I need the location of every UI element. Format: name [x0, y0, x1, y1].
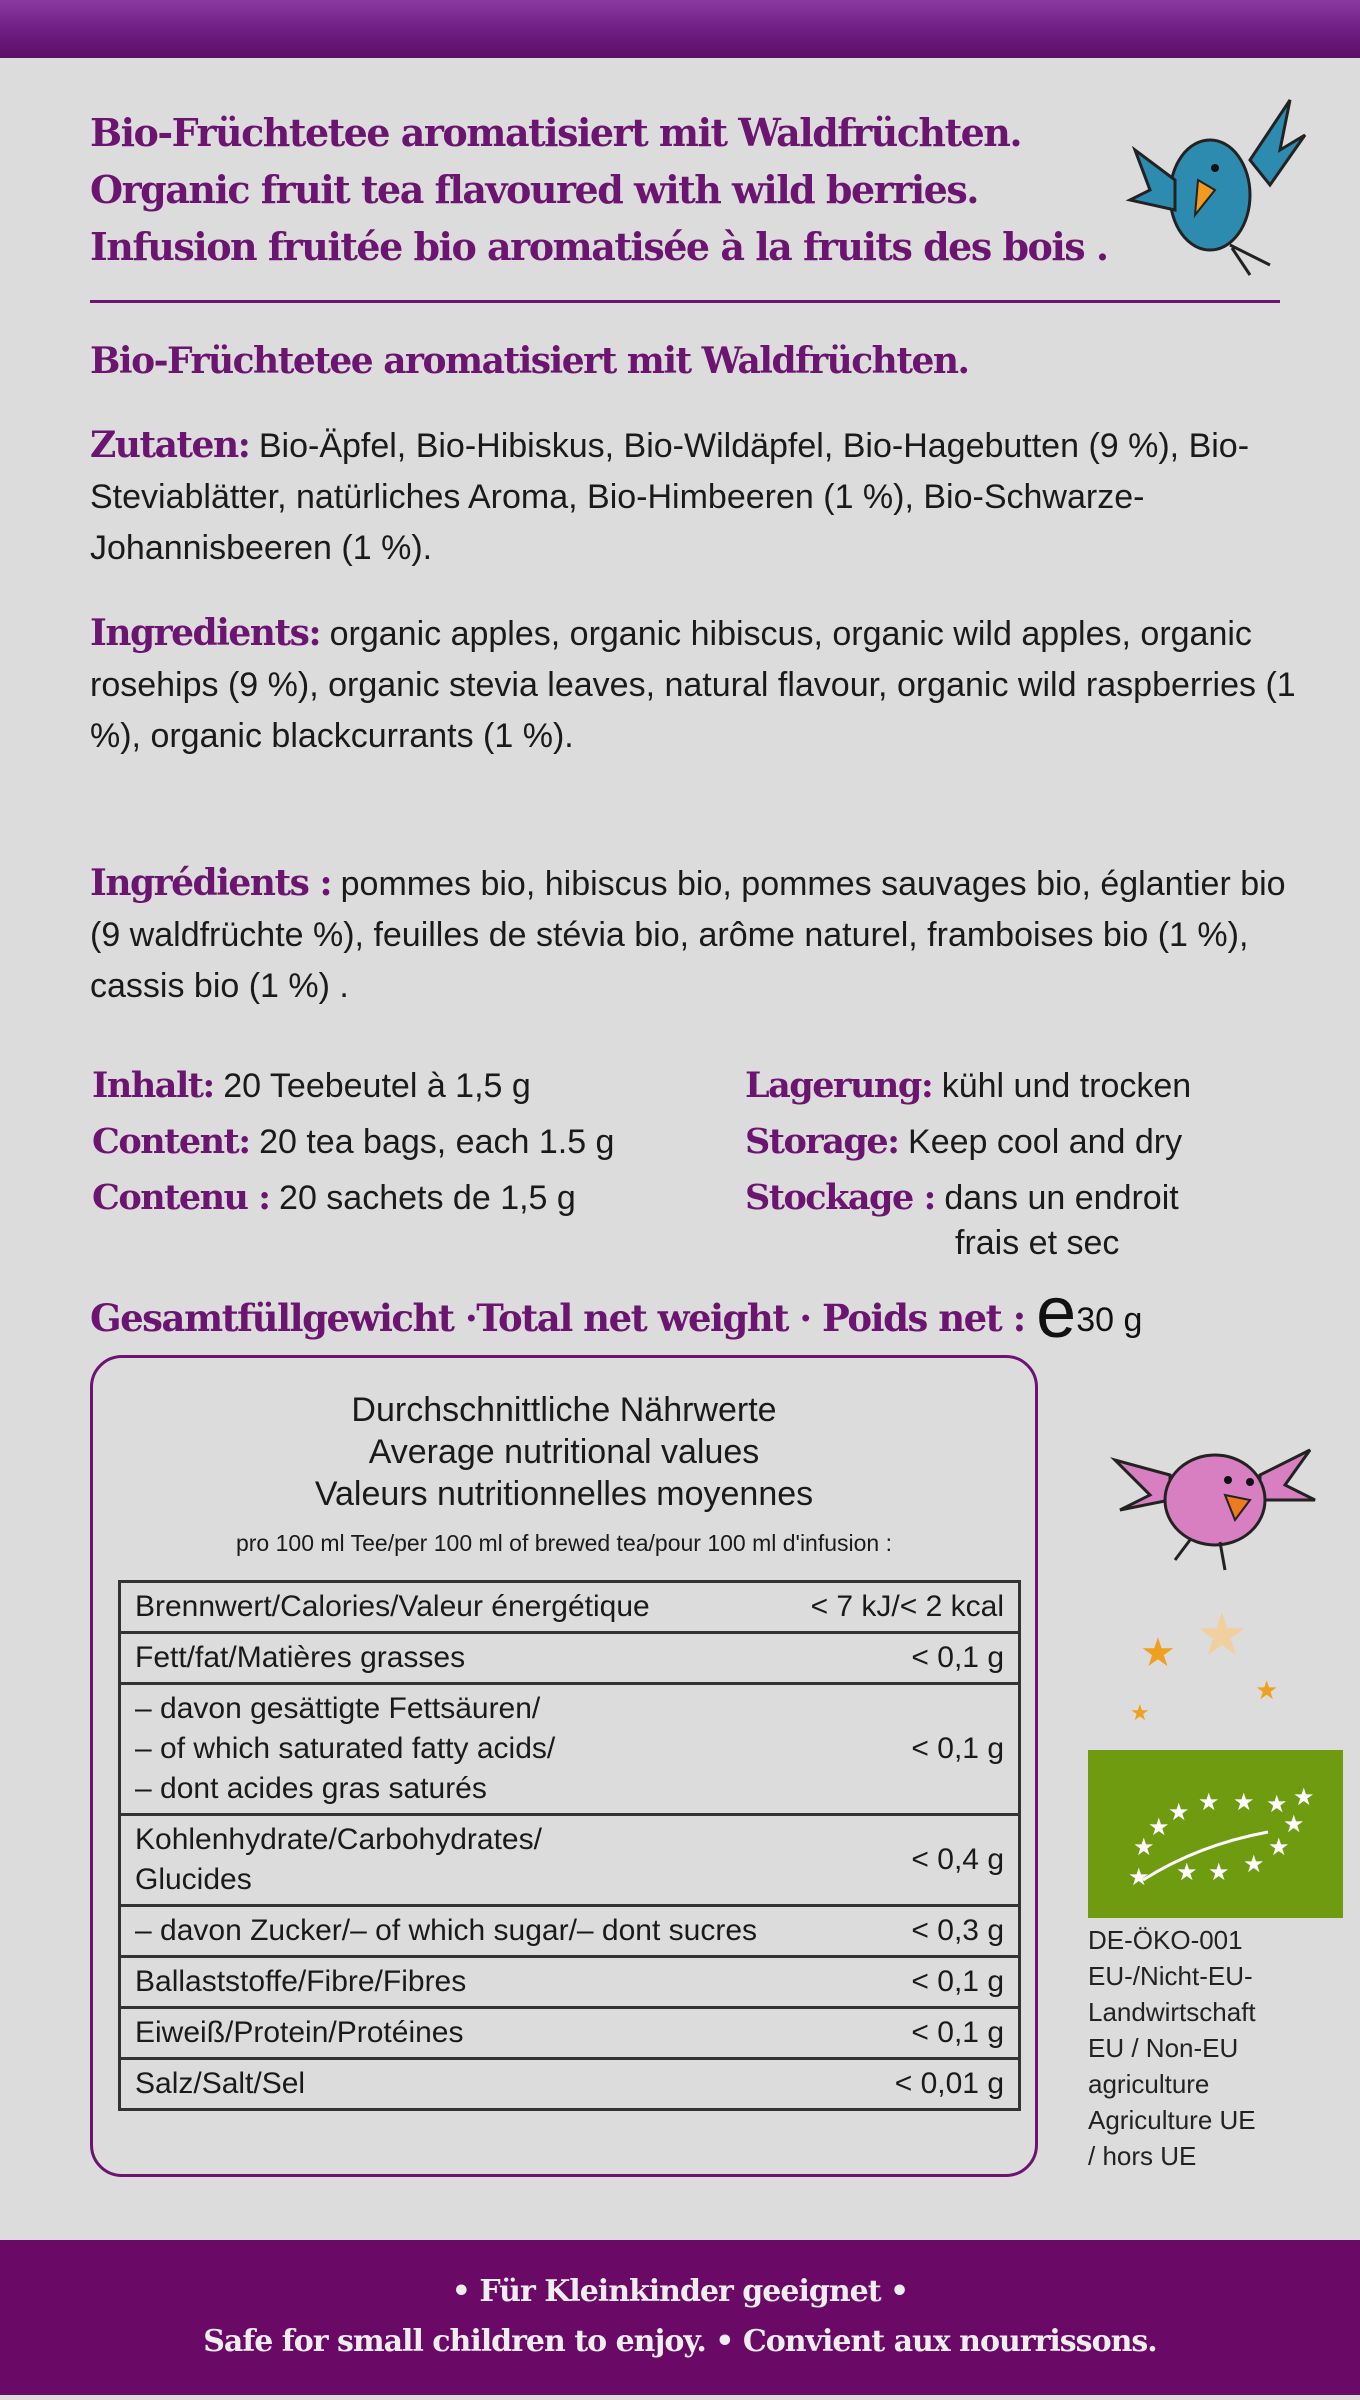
- label: Content:: [92, 1121, 250, 1162]
- star-icon: ★: [1255, 1675, 1279, 1705]
- line: DE-ÖKO-001: [1088, 1925, 1243, 1955]
- star-icon: ★: [1130, 1700, 1150, 1725]
- label: Storage:: [745, 1121, 899, 1162]
- top-band: [0, 0, 1360, 58]
- nutrient-value: < 0,1 g: [790, 1684, 1019, 1815]
- svg-text:★: ★: [1283, 1811, 1305, 1838]
- ingredients-fr: [90, 858, 1310, 1012]
- table-row: [120, 1582, 1020, 1633]
- ingredients-de: [90, 420, 1310, 574]
- table-row: [120, 1633, 1020, 1684]
- label: Stockage :: [745, 1177, 935, 1218]
- nutrient-name: Fett/fat/Matières grasses: [120, 1633, 791, 1684]
- table-row: [120, 2008, 1020, 2059]
- value: 30 g: [1076, 1301, 1143, 1339]
- title-fr: Infusion fruitée bio aromatisée à la fruits des bois .: [90, 224, 1108, 269]
- text: frais et sec: [955, 1224, 1120, 1262]
- footer-line-2: Safe for small children to enjoy. • Convient aux nourrissons.: [203, 2324, 1157, 2359]
- footer-band: [0, 2240, 1360, 2395]
- nutrient-value: < 0,01 g: [790, 2059, 1019, 2110]
- svg-text:★: ★: [1266, 1791, 1288, 1818]
- svg-text:★: ★: [1233, 1789, 1255, 1816]
- line: Agriculture UE: [1088, 2105, 1256, 2135]
- svg-text:★: ★: [1128, 1864, 1150, 1891]
- pink-bird-icon: [1110, 1420, 1330, 1590]
- eu-organic-logo: [1088, 1750, 1343, 1918]
- nutrient-value: < 0,1 g: [790, 1633, 1019, 1684]
- svg-text:★: ★: [1293, 1784, 1315, 1811]
- svg-text:★: ★: [1198, 1789, 1220, 1816]
- text: kühl und trocken: [932, 1067, 1192, 1105]
- nutrient-value: < 0,3 g: [790, 1906, 1019, 1957]
- text: organic apples, organic hibiscus, organic wild apples, organic rosehips (9 %), organic stevia leaves, natural flavour, organic wild raspberries (1 %), organic blackcurrants (1 %).: [90, 615, 1296, 755]
- nutrition-title-en: Average nutritional values: [368, 1433, 760, 1471]
- nutrient-value: < 0,1 g: [790, 2008, 1019, 2059]
- nutrient-value: < 0,1 g: [790, 1957, 1019, 2008]
- divider: [90, 300, 1280, 303]
- estimated-sign-icon: e: [1036, 1273, 1077, 1353]
- svg-text:★: ★: [1168, 1799, 1190, 1826]
- label: Zutaten:: [90, 424, 250, 466]
- svg-text:★: ★: [1176, 1859, 1198, 1886]
- blue-bird-icon: [1120, 90, 1320, 280]
- text: 20 tea bags, each 1.5 g: [249, 1123, 615, 1161]
- per-100ml: pro 100 ml Tee/per 100 ml of brewed tea/pour 100 ml d'infusion :: [235, 1530, 893, 1556]
- label: Lagerung:: [745, 1065, 933, 1106]
- label: Ingredients:: [90, 612, 321, 654]
- nutrient-value: < 0,4 g: [790, 1815, 1019, 1906]
- label: Ingrédients :: [90, 862, 332, 904]
- text: 20 sachets de 1,5 g: [269, 1179, 576, 1217]
- label: Contenu :: [92, 1177, 270, 1218]
- nutrient-name: Ballaststoffe/Fibre/Fibres: [120, 1957, 791, 2008]
- line: agriculture: [1088, 2069, 1210, 2099]
- star-icon: ★: [1140, 1631, 1176, 1675]
- nutrient-value: < 7 kJ/< 2 kcal: [790, 1582, 1019, 1633]
- nutrient-name: Salz/Salt/Sel: [120, 2059, 791, 2110]
- title-en: Organic fruit tea flavoured with wild berries.: [90, 167, 978, 212]
- line: Landwirtschaft: [1088, 1997, 1256, 2027]
- title-de: Bio-Früchtetee aromatisiert mit Waldfrüchten.: [90, 110, 1022, 155]
- svg-text:★: ★: [1133, 1834, 1155, 1861]
- line: / hors UE: [1088, 2141, 1197, 2171]
- text: Bio-Äpfel, Bio-Hibiskus, Bio-Wildäpfel, Bio-Hagebutten (9 %), Bio-Steviablätter, natürliches Aroma, Bio-Himbeeren (1 %), Bio-Schwarze-Johannisbeeren (1 %).: [90, 427, 1250, 567]
- svg-text:★: ★: [1208, 1859, 1230, 1886]
- table-row: [120, 1906, 1020, 1957]
- text: pommes bio, hibiscus bio, pommes sauvages bio, églantier bio (9 waldfrüchte %), feuilles de stévia bio, arôme naturel, framboises bio (1 %), cassis bio (1 %) .: [90, 865, 1286, 1005]
- table-row: [120, 1684, 1020, 1815]
- nutrient-name: Brennwert/Calories/Valeur énergétique: [120, 1582, 791, 1633]
- section-title: Bio-Früchtetee aromatisiert mit Waldfrüchten.: [90, 340, 969, 382]
- table-row: [120, 1815, 1020, 1906]
- text: Keep cool and dry: [898, 1123, 1183, 1161]
- nutrition-title-de: Durchschnittliche Nährwerte: [351, 1391, 777, 1429]
- storage: [745, 1058, 1191, 1271]
- nutrition-title-fr: Valeurs nutritionnelles moyennes: [314, 1475, 814, 1513]
- ingredients-en: [90, 608, 1310, 762]
- organic-control-text: [1088, 1922, 1256, 2174]
- nutrient-name: – davon gesättigte Fettsäuren/ – of which saturated fatty acids/ – dont acides gras saturés: [120, 1684, 791, 1815]
- text: dans un endroit: [934, 1179, 1179, 1217]
- footer-line-1: • Für Kleinkinder geeignet •: [451, 2274, 909, 2309]
- table-row: [120, 1957, 1020, 2008]
- nutrient-name: Kohlenhydrate/Carbohydrates/ Glucides: [120, 1815, 791, 1906]
- line: EU / Non-EU: [1088, 2033, 1239, 2063]
- line: EU-/Nicht-EU-: [1088, 1961, 1253, 1991]
- nutrition-table: [118, 1580, 1021, 2111]
- table-row: [120, 2059, 1020, 2110]
- text: 20 Teebeutel à 1,5 g: [213, 1067, 531, 1105]
- label: Inhalt:: [92, 1065, 214, 1106]
- svg-text:★: ★: [1243, 1851, 1265, 1878]
- net-weight: [90, 1272, 1142, 1354]
- svg-text:★: ★: [1148, 1814, 1170, 1841]
- label: Gesamtfüllgewicht ·Total net weight · Poids net :: [90, 1296, 1025, 1340]
- nutrient-name: Eiweiß/Protein/Protéines: [120, 2008, 791, 2059]
- svg-text:★: ★: [1268, 1834, 1290, 1861]
- star-icon: ★: [1195, 1601, 1249, 1668]
- nutrient-name: – davon Zucker/– of which sugar/– dont sucres: [120, 1906, 791, 1957]
- contents: [92, 1058, 614, 1226]
